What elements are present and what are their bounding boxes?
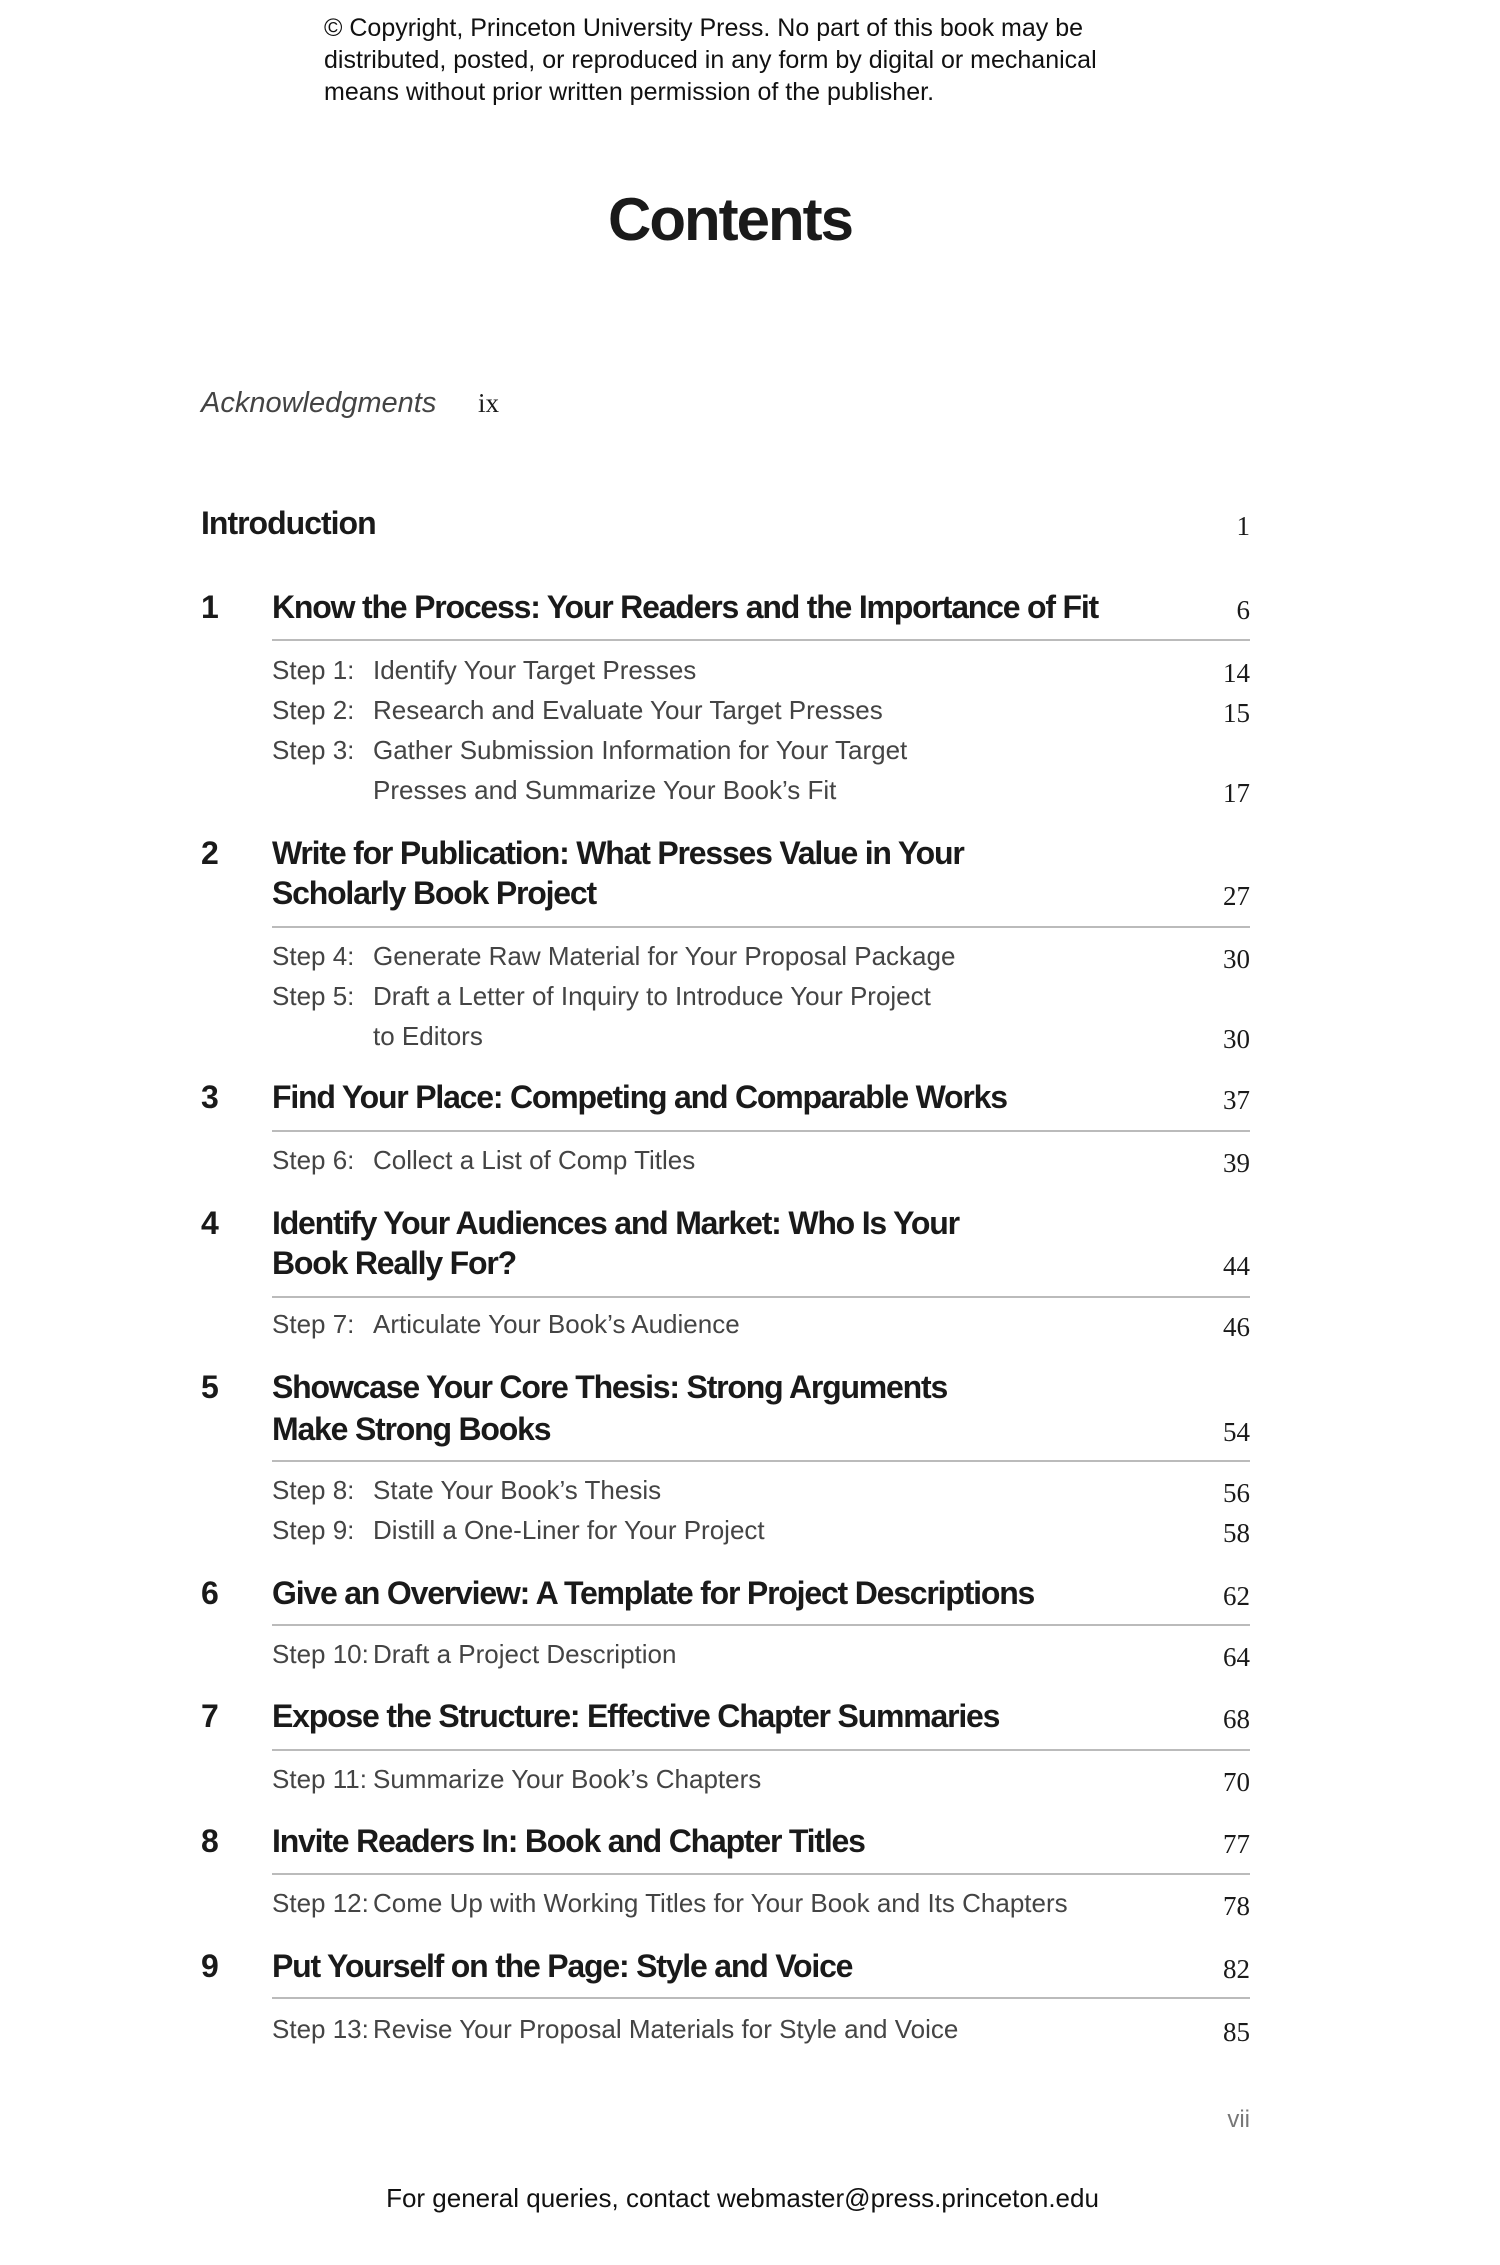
chapter-title[interactable]: Find Your Place: Competing and Comparable Works	[272, 1079, 1007, 1115]
step-page-number: 46	[1223, 1312, 1250, 1342]
chapter-divider	[272, 1624, 1250, 1626]
chapter-page-number: 37	[1223, 1085, 1250, 1115]
step-page-number: 14	[1223, 658, 1250, 688]
chapter-title[interactable]: Write for Publication: What Presses Value in Your	[272, 835, 964, 871]
chapter-divider	[272, 1130, 1250, 1132]
chapter-page-number: 77	[1223, 1829, 1250, 1859]
step-title[interactable]: Draft a Project Description	[373, 1639, 677, 1669]
chapter-title[interactable]: Know the Process: Your Readers and the Importance of Fit	[272, 589, 1099, 625]
step-title[interactable]: Revise Your Proposal Materials for Style and Voice	[373, 2014, 959, 2044]
chapter-divider	[272, 1460, 1250, 1462]
chapter-number: 3	[201, 1079, 219, 1115]
chapter-page-number: 68	[1223, 1704, 1250, 1734]
chapter-page-number: 82	[1223, 1954, 1250, 1984]
chapter-page-number: 6	[1236, 595, 1250, 625]
chapter-title[interactable]: Put Yourself on the Page: Style and Voice	[272, 1948, 853, 1984]
step-label: Step 2:	[272, 695, 355, 725]
step-page-number: 78	[1223, 1891, 1250, 1921]
step-page-number: 70	[1223, 1767, 1250, 1797]
step-title[interactable]: Generate Raw Material for Your Proposal Package	[373, 941, 956, 971]
step-title[interactable]: to Editors	[373, 1021, 483, 1051]
copyright-line: means without prior written permission of the publisher.	[324, 78, 935, 106]
step-page-number: 17	[1223, 778, 1250, 808]
chapter-divider	[272, 639, 1250, 641]
step-title[interactable]: Gather Submission Information for Your Target	[373, 735, 908, 765]
chapter-title[interactable]: Book Really For?	[272, 1245, 516, 1281]
chapter-title[interactable]: Identify Your Audiences and Market: Who Is Your	[272, 1205, 959, 1241]
step-title[interactable]: Articulate Your Book’s Audience	[373, 1309, 740, 1339]
chapter-divider	[272, 926, 1250, 928]
step-page-number: 64	[1223, 1642, 1250, 1672]
toc-introduction[interactable]: Introduction	[201, 505, 376, 541]
toc-introduction-page: 1	[1236, 511, 1250, 541]
step-page-number: 30	[1223, 1024, 1250, 1054]
step-title[interactable]: Draft a Letter of Inquiry to Introduce Your Project	[373, 981, 931, 1011]
step-title[interactable]: Presses and Summarize Your Book’s Fit	[373, 775, 837, 805]
step-title[interactable]: Distill a One-Liner for Your Project	[373, 1515, 765, 1545]
step-label: Step 10:	[272, 1639, 369, 1669]
chapter-number: 5	[201, 1369, 219, 1405]
step-label: Step 12:	[272, 1888, 369, 1918]
step-page-number: 85	[1223, 2017, 1250, 2047]
step-label: Step 5:	[272, 981, 355, 1011]
step-title[interactable]: Collect a List of Comp Titles	[373, 1145, 696, 1175]
chapter-page-number: 27	[1223, 881, 1250, 911]
step-title[interactable]: State Your Book’s Thesis	[373, 1475, 662, 1505]
step-label: Step 8:	[272, 1475, 355, 1505]
step-page-number: 15	[1223, 698, 1250, 728]
copyright-line: © Copyright, Princeton University Press. No part of this book may be	[324, 14, 1084, 42]
chapter-number: 2	[201, 835, 219, 871]
chapter-page-number: 54	[1223, 1417, 1250, 1447]
step-label: Step 3:	[272, 735, 355, 765]
chapter-page-number: 62	[1223, 1581, 1250, 1611]
step-title[interactable]: Research and Evaluate Your Target Presses	[373, 695, 883, 725]
page-folio: vii	[1227, 2106, 1250, 2133]
chapter-title[interactable]: Showcase Your Core Thesis: Strong Arguments	[272, 1369, 948, 1405]
chapter-divider	[272, 1997, 1250, 1999]
step-page-number: 30	[1223, 944, 1250, 974]
chapter-title[interactable]: Make Strong Books	[272, 1411, 551, 1447]
chapter-title[interactable]: Scholarly Book Project	[272, 875, 596, 911]
footer-contact: For general queries, contact webmaster@press.princeton.edu	[386, 2183, 1099, 2213]
chapter-title[interactable]: Give an Overview: A Template for Project Descriptions	[272, 1575, 1035, 1611]
step-label: Step 6:	[272, 1145, 355, 1175]
step-label: Step 1:	[272, 655, 355, 685]
page-title: Contents	[608, 186, 852, 253]
step-label: Step 13:	[272, 2014, 369, 2044]
chapter-number: 8	[201, 1823, 219, 1859]
chapter-title[interactable]: Invite Readers In: Book and Chapter Titles	[272, 1823, 865, 1859]
step-label: Step 4:	[272, 941, 355, 971]
step-page-number: 56	[1223, 1478, 1250, 1508]
chapter-number: 6	[201, 1575, 219, 1611]
chapter-divider	[272, 1873, 1250, 1875]
step-page-number: 58	[1223, 1518, 1250, 1548]
chapter-number: 9	[201, 1948, 219, 1984]
step-label: Step 9:	[272, 1515, 355, 1545]
step-title[interactable]: Come Up with Working Titles for Your Book and Its Chapters	[373, 1888, 1068, 1918]
step-label: Step 7:	[272, 1309, 355, 1339]
step-title[interactable]: Summarize Your Book’s Chapters	[373, 1764, 762, 1794]
step-title[interactable]: Identify Your Target Presses	[373, 655, 697, 685]
chapter-number: 1	[201, 589, 219, 625]
step-page-number: 39	[1223, 1148, 1250, 1178]
toc-acknowledgments-page: ix	[478, 388, 500, 418]
copyright-notice	[324, 12, 1097, 108]
toc-acknowledgments[interactable]: Acknowledgments	[201, 387, 437, 419]
copyright-line: distributed, posted, or reproduced in any form by digital or mechanical	[324, 46, 1097, 74]
chapter-divider	[272, 1296, 1250, 1298]
chapter-number: 4	[201, 1205, 219, 1241]
chapter-number: 7	[201, 1698, 219, 1734]
step-label: Step 11:	[272, 1764, 367, 1794]
chapter-divider	[272, 1749, 1250, 1751]
chapter-page-number: 44	[1223, 1251, 1250, 1281]
chapter-title[interactable]: Expose the Structure: Effective Chapter Summaries	[272, 1698, 1000, 1734]
